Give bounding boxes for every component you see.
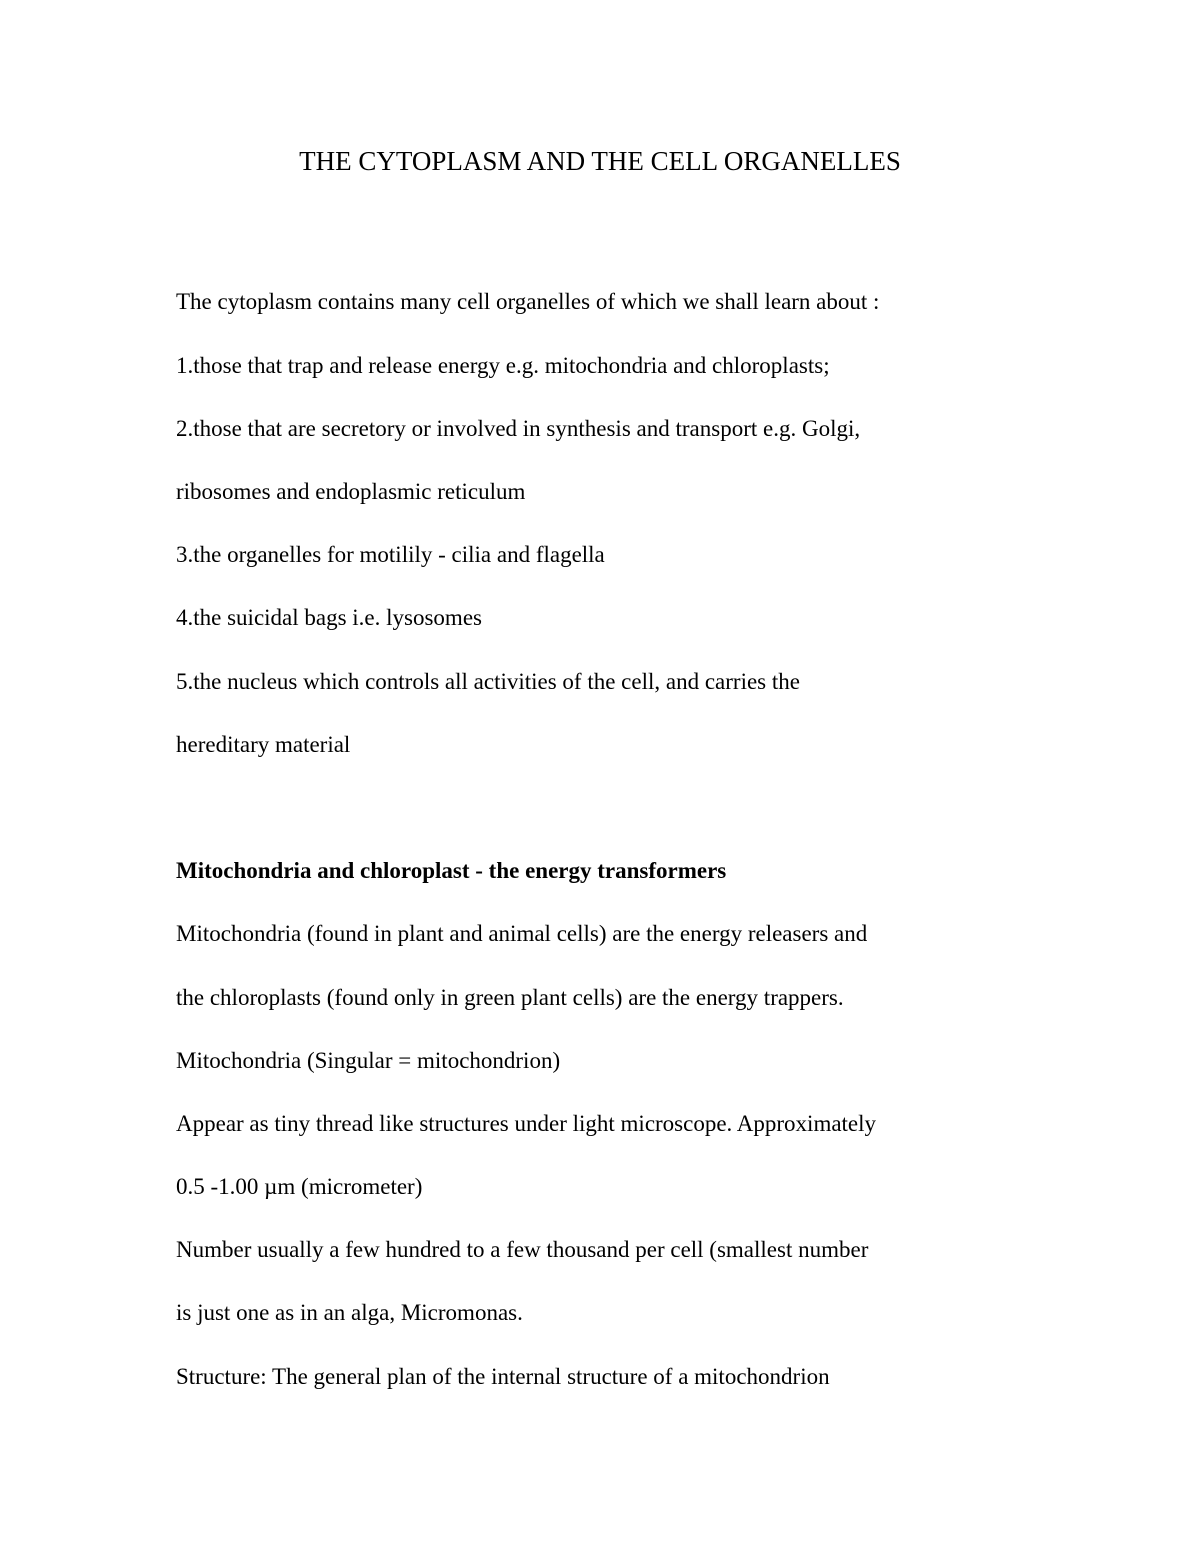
section-heading: Mitochondria and chloroplast - the energy transformers — [176, 858, 727, 883]
intro-item-2-continued: ribosomes and endoplasmic reticulum — [176, 479, 526, 504]
intro-item-4: 4.the suicidal bags i.e. lysosomes — [176, 605, 482, 630]
intro-item-5: 5.the nucleus which controls all activities of the cell, and carries the — [176, 669, 800, 694]
intro-item-1: 1.those that trap and release energy e.g. mitochondria and chloroplasts; — [176, 353, 830, 378]
intro-item-3: 3.the organelles for motilily - cilia and flagella — [176, 542, 605, 567]
paragraph-line: is just one as in an alga, Micromonas. — [176, 1300, 523, 1325]
intro-lead: The cytoplasm contains many cell organelles of which we shall learn about : — [176, 289, 880, 314]
paragraph-line: the chloroplasts (found only in green plant cells) are the energy trappers. — [176, 985, 844, 1010]
paragraph-line: Appear as tiny thread like structures under light microscope. Approximately — [176, 1111, 877, 1136]
intro-item-5-continued: hereditary material — [176, 732, 351, 757]
paragraph-line: Number usually a few hundred to a few thousand per cell (smallest number — [176, 1237, 869, 1262]
intro-item-2: 2.those that are secretory or involved in synthesis and transport e.g. Golgi, — [176, 416, 861, 441]
paragraph-line: 0.5 -1.00 µm (micrometer) — [176, 1174, 423, 1199]
page-title: THE CYTOPLASM AND THE CELL ORGANELLES — [299, 146, 901, 176]
paragraph-line: Mitochondria (found in plant and animal cells) are the energy releasers and — [176, 921, 868, 946]
paragraph-line: Mitochondria (Singular = mitochondrion) — [176, 1048, 561, 1073]
paragraph-line: Structure: The general plan of the internal structure of a mitochondrion — [176, 1364, 830, 1389]
